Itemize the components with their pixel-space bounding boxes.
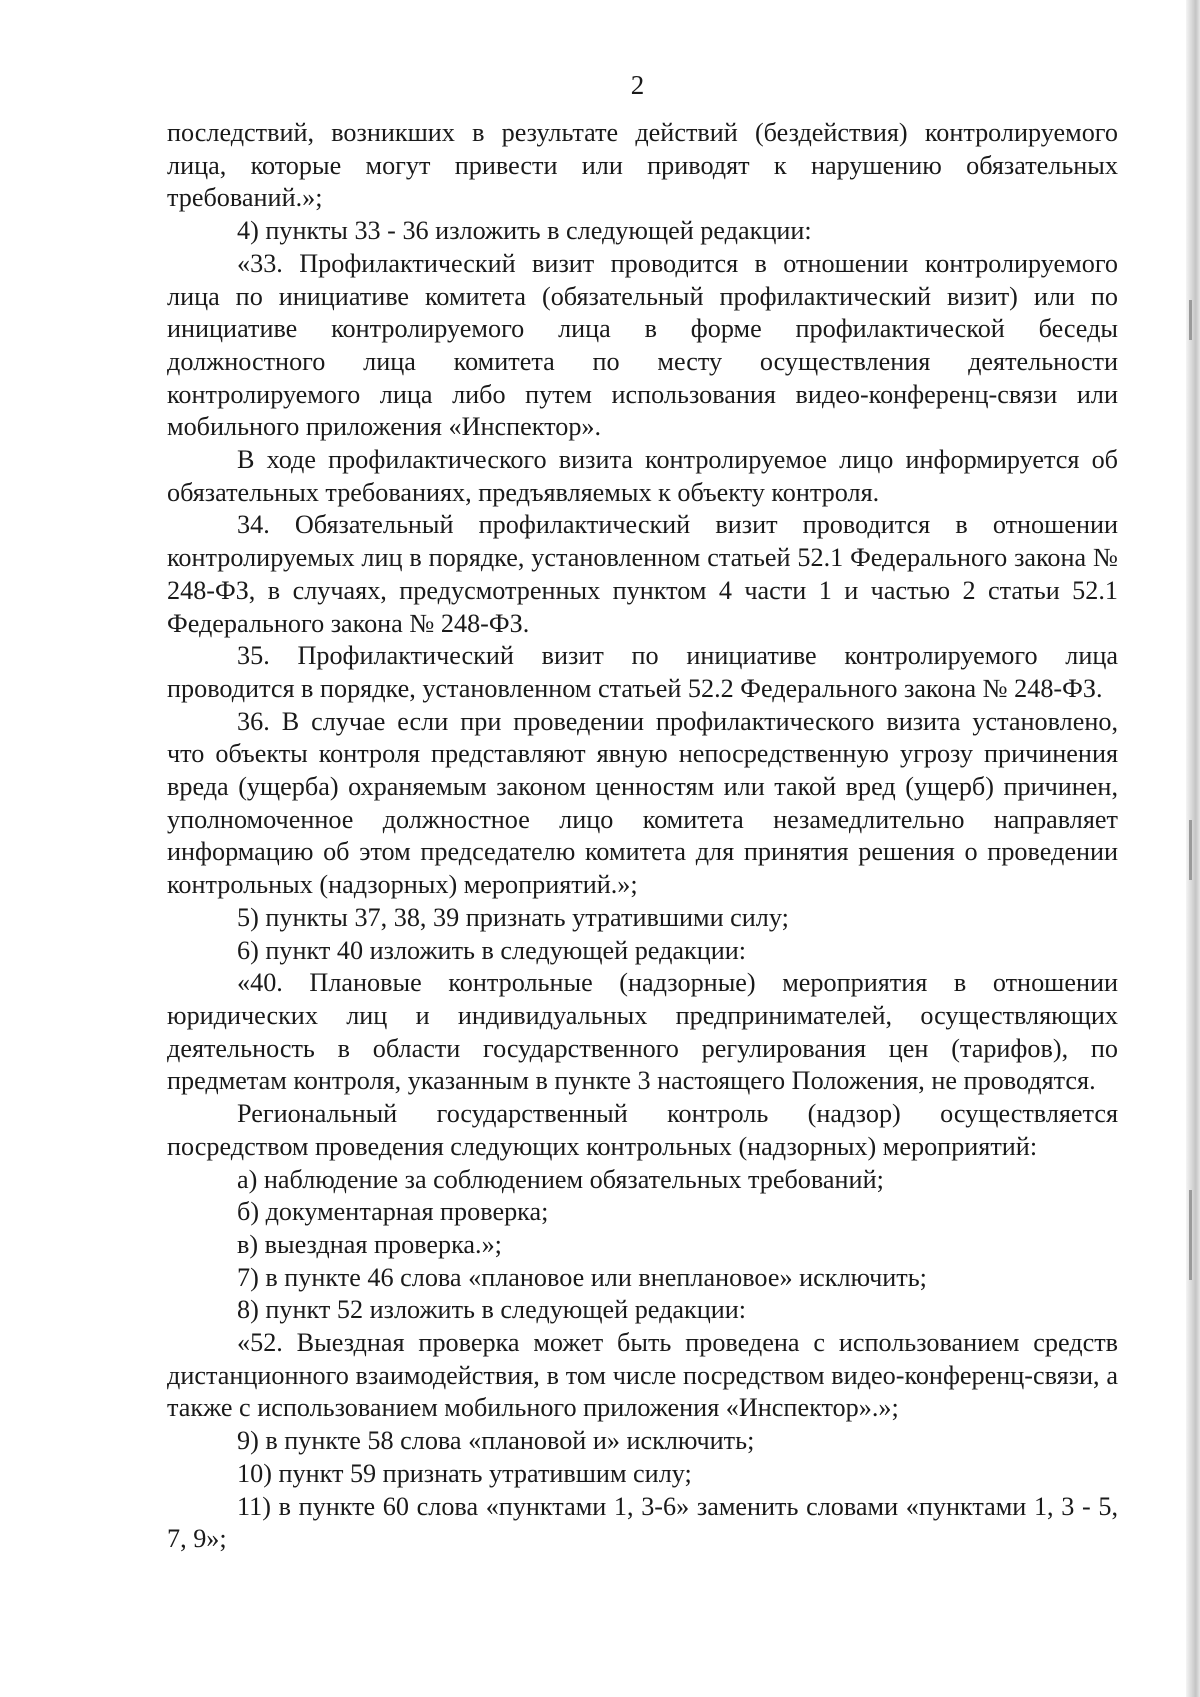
paragraph: 36. В случае если при проведении профилактического визита установлено, что объекты контроля представляют явную непосредственную угрозу причинения вреда (ущерба) охраняемым законом ценностям или такой вред (ущерб) причинен, уполномоченное должностное лицо комитета незамедлительно направляет информацию об этом председателю комитета для принятия решения о проведении контрольных (надзорных) мероприятий.»;: [167, 706, 1118, 900]
scan-mark: [1189, 820, 1192, 880]
paragraph: 35. Профилактический визит по инициативе контролируемого лица проводится в порядке, установленном статьей 52.2 Федерального закона № 248-ФЗ.: [167, 641, 1118, 703]
paragraph: 9) в пункте 58 слова «плановой и» исключить;: [237, 1426, 755, 1456]
paragraph: 4) пункты 33 - 36 изложить в следующей редакции:: [237, 216, 812, 246]
paragraph: б) документарная проверка;: [237, 1197, 549, 1227]
page-number: 2: [630, 70, 645, 100]
paragraph: 34. Обязательный профилактический визит проводится в отношении контролируемых лиц в порядке, установленном статьей 52.1 Федерального закона № 248-ФЗ, в случаях, предусмотренных пунктом 4 части 1 и частью 2 статьи 52.1 Федерального закона № 248-ФЗ.: [167, 510, 1118, 638]
paragraph: 6) пункт 40 изложить в следующей редакции:: [237, 935, 747, 965]
paragraph: в) выездная проверка.»;: [237, 1229, 502, 1259]
paragraph: «40. Плановые контрольные (надзорные) мероприятия в отношении юридических лиц и индивидуальных предпринимателей, осуществляющих деятельность в области государственного регулирования цен (тарифов), по предметам контроля, указанным в пункте 3 настоящего Положения, не проводятся.: [167, 968, 1118, 1096]
paragraph: В ходе профилактического визита контролируемое лицо информируется об обязательных требованиях, предъявляемых к объекту контроля.: [167, 445, 1118, 507]
paragraph: 8) пункт 52 изложить в следующей редакции:: [237, 1295, 747, 1325]
scan-mark: [1189, 1190, 1192, 1280]
scan-edge-shadow: [1186, 0, 1200, 1697]
paragraph: «33. Профилактический визит проводится в отношении контролируемого лица по инициативе комитета (обязательный профилактический визит) или по инициативе контролируемого лица в форме профилактической беседы должностного лица комитета по месту осуществления деятельности контролируемого лица либо путем использования видео-конференц-связи или мобильного приложения «Инспектор».: [167, 248, 1118, 442]
document-body: [167, 117, 1118, 1556]
paragraph: последствий, возникших в результате действий (бездействия) контролируемого лица, которые могут привести или приводят к нарушению обязательных требований.»;: [167, 118, 1118, 213]
paragraph: 7) в пункте 46 слова «плановое или внеплановое» исключить;: [237, 1262, 927, 1292]
paragraph: а) наблюдение за соблюдением обязательных требований;: [237, 1164, 884, 1194]
paragraph: 11) в пункте 60 слова «пунктами 1, 3-6» заменить словами «пунктами 1, 3 - 5, 7, 9»;: [167, 1491, 1118, 1554]
scan-mark: [1189, 300, 1192, 340]
paragraph: Региональный государственный контроль (надзор) осуществляется посредством проведения следующих контрольных (надзорных) мероприятий:: [167, 1099, 1118, 1161]
paragraph: 5) пункты 37, 38, 39 признать утратившими силу;: [237, 902, 789, 932]
paragraph: «52. Выездная проверка может быть проведена с использованием средств дистанционного взаимодействия, в том числе посредством видео-конференц-связи, а также с использованием мобильного приложения «Инспектор».»;: [167, 1328, 1118, 1423]
paragraph: 10) пункт 59 признать утратившим силу;: [237, 1458, 692, 1488]
